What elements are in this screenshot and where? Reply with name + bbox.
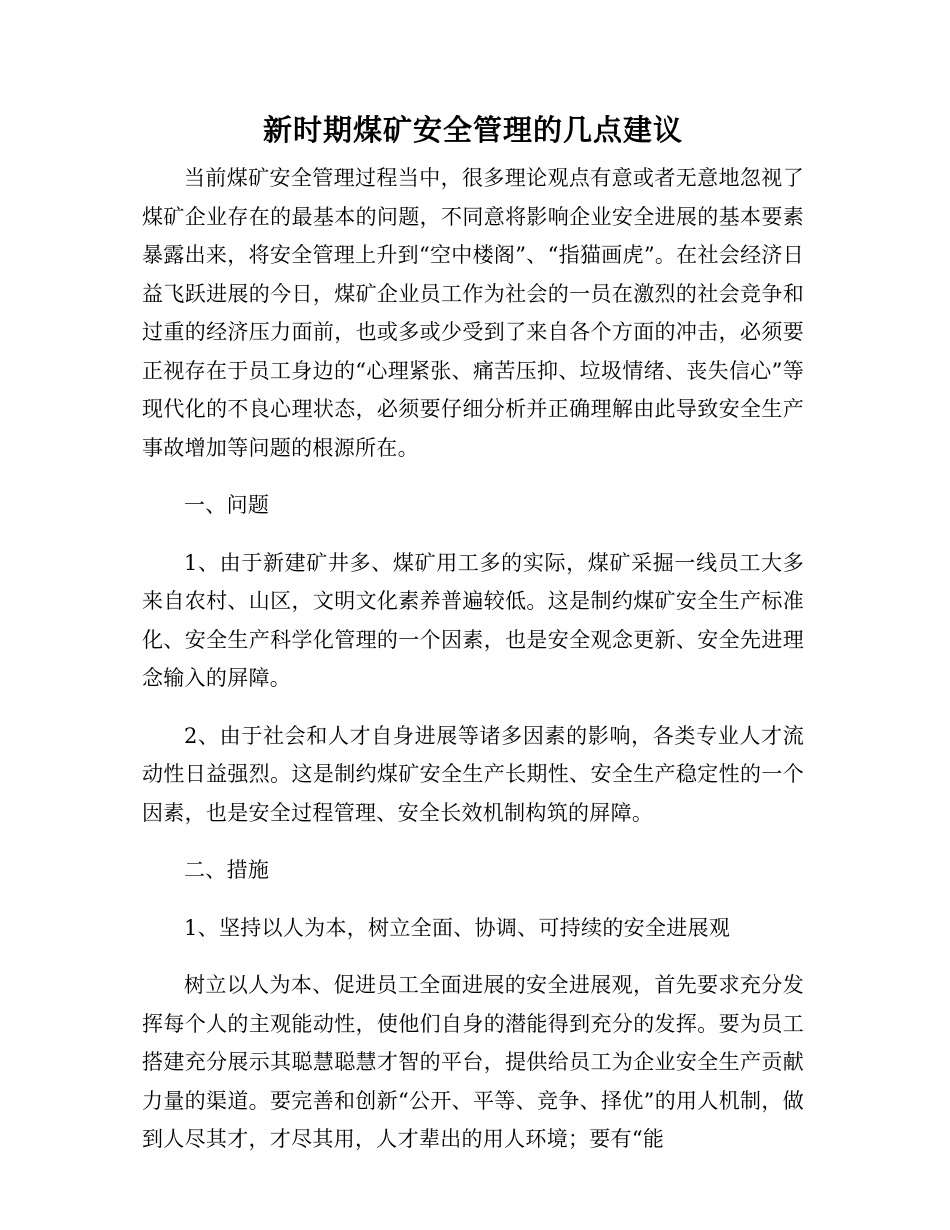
- measure-heading-1: 1、坚持以人为本，树立全面、协调、可持续的安全进展观: [184, 915, 731, 940]
- problem-item-2: 2、由于社会和人才自身进展等诸多因素的影响，各类专业人才流动性日益强烈。这是制约煤矿安全生产长期性、安全生产稳定性的一个因素，也是安全过程管理、安全长效机制构筑的屏障。: [142, 723, 804, 825]
- problem-item-1: 1、由于新建矿井多、煤矿用工多的实际，煤矿采掘一线员工大多来自农村、山区，文明文化素养普遍较低。这是制约煤矿安全生产标准化、安全生产科学化管理的一个因素，也是安全观念更新、安全先进理念输入的屏障。: [142, 550, 804, 690]
- section-heading-measures: 二、措施: [184, 858, 270, 882]
- document-page: [142, 110, 804, 1159]
- intro-paragraph: 当前煤矿安全管理过程当中，很多理论观点有意或者无意地忽视了煤矿企业存在的最基本的问题，不同意将影响企业安全进展的基本要素暴露出来，将安全管理上升到“空中楼阁”、“指猫画虎”。在社会经济日益飞跃进展的今日，煤矿企业员工作为社会的一员在激烈的社会竞争和过重的经济压力面前，也或多或少受到了来自各个方面的冲击，必须要正视存在于员工身边的“心理紧张、痛苦压抑、垃圾情绪、丧失信心”等现代化的不良心理状态，必须要仔细分析并正确理解由此导致安全生产事故增加等问题的根源所在。: [142, 166, 804, 460]
- section-heading-problems: 一、问题: [184, 493, 270, 517]
- measure-paragraph-1: 树立以人为本、促进员工全面进展的安全进展观，首先要求充分发挥每个人的主观能动性，使他们自身的潜能得到充分的发挥。要为员工搭建充分展示其聪慧聪慧才智的平台，提供给员工为企业安全生产贡献力量的渠道。要完善和创新“公开、平等、竞争、择优”的用人机制，做到人尽其才，才尽其用，人才辈出的用人环境；要有“能: [142, 973, 804, 1151]
- document-title: 新时期煤矿安全管理的几点建议: [262, 113, 683, 147]
